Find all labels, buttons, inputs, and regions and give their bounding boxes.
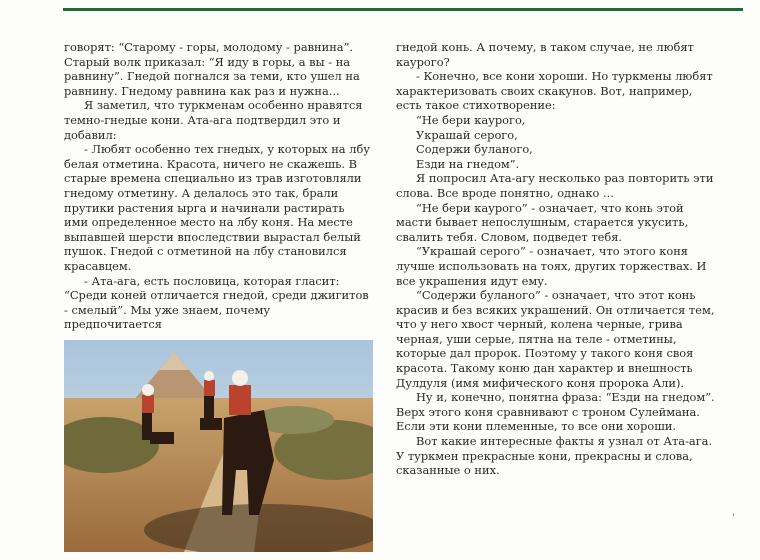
paragraph: Я заметил, что туркменам особенно нравятся темно-гнедые кони. Ата-ага подтвердил это и добавил:: [64, 98, 363, 142]
verse-line: Украшай серого,: [416, 127, 518, 142]
paragraph: - Ата-ага, есть пословица, которая гласит: “Среди коней отличается гнедой, среди джигитов - смелый”. Мы уже знаем, почему предпочитается: [64, 273, 369, 332]
left-text-column: [64, 40, 371, 332]
horsemen-photo: [64, 340, 373, 552]
paragraph: Вот какие интересные факты я узнал от Ата-ага. У туркмен прекрасные кони, прекрасны и слова, сказанные о них.: [396, 434, 713, 478]
right-text-column: [396, 40, 716, 478]
paragraph: говорят: “Старому - горы, молодому - равнина”. Старый волк приказал: “Я иду в горы, а вы - на равнину”. Гнедой погнался за теми, кто ушел на равнину. Гнедому равнина как раз и нужна...: [64, 40, 360, 98]
verse-line: Езди на гнедом”.: [416, 156, 520, 171]
paragraph: - Конечно, все кони хороши. Но туркмены любят характеризовать своих скакунов. Вот, например, есть такое стихотворение:: [396, 69, 713, 113]
paragraph: - Любят особенно тех гнедых, у которых на лбу белая отметина. Красота, ничего не скажешь. В старые времена специально из трав изготовляли гнедому отметину. А делалось это так, брали прутики растения ырга и начинали растирать ими определенное место на лбу коня. На месте выпавшей шерсти впоследствии вырастал белый пушок. Гнедой с отметиной на лбу становился красавцем.: [64, 142, 371, 273]
verse-line: Содержи буланого,: [416, 142, 533, 157]
paragraph: Я попросил Ата-агу несколько раз повторить эти слова. Все вроде понятно, однако ...: [396, 171, 714, 200]
corner-mark: ˈ: [732, 512, 736, 525]
paragraph: “Украшай серого” - означает, что этого коня лучше использовать на тоях, других торжествах. И все украшения идут ему.: [396, 244, 707, 288]
paragraph: Ну и, конечно, понятна фраза: “Езди на гнедом”. Верх этого коня сравнивают с троном Сулеймана. Если эти кони племенные, то все они хороши.: [396, 390, 715, 434]
paragraph: “Не бери каурого” - означает, что конь этой масти бывает непослушным, старается укусить, свалить тебя. Словом, подведет тебя.: [396, 200, 689, 244]
top-green-rule: [63, 8, 743, 11]
paragraph: “Содержи буланого” - означает, что этот конь красив и без всяких украшений. Он отличается тем, что у него хвост черный, колена черные, грива черная, уши серые, пятна на теле - отметины, которые дал пророк. Поэтому у такого коня своя красота. Такому коню дан характер и внешность Дулдуля (имя мифического коня пророка Али).: [396, 288, 715, 390]
verse-line: “Не бери каурого,: [416, 112, 526, 127]
paragraph: гнедой конь. А почему, в таком случае, не любят каурого?: [396, 40, 694, 69]
